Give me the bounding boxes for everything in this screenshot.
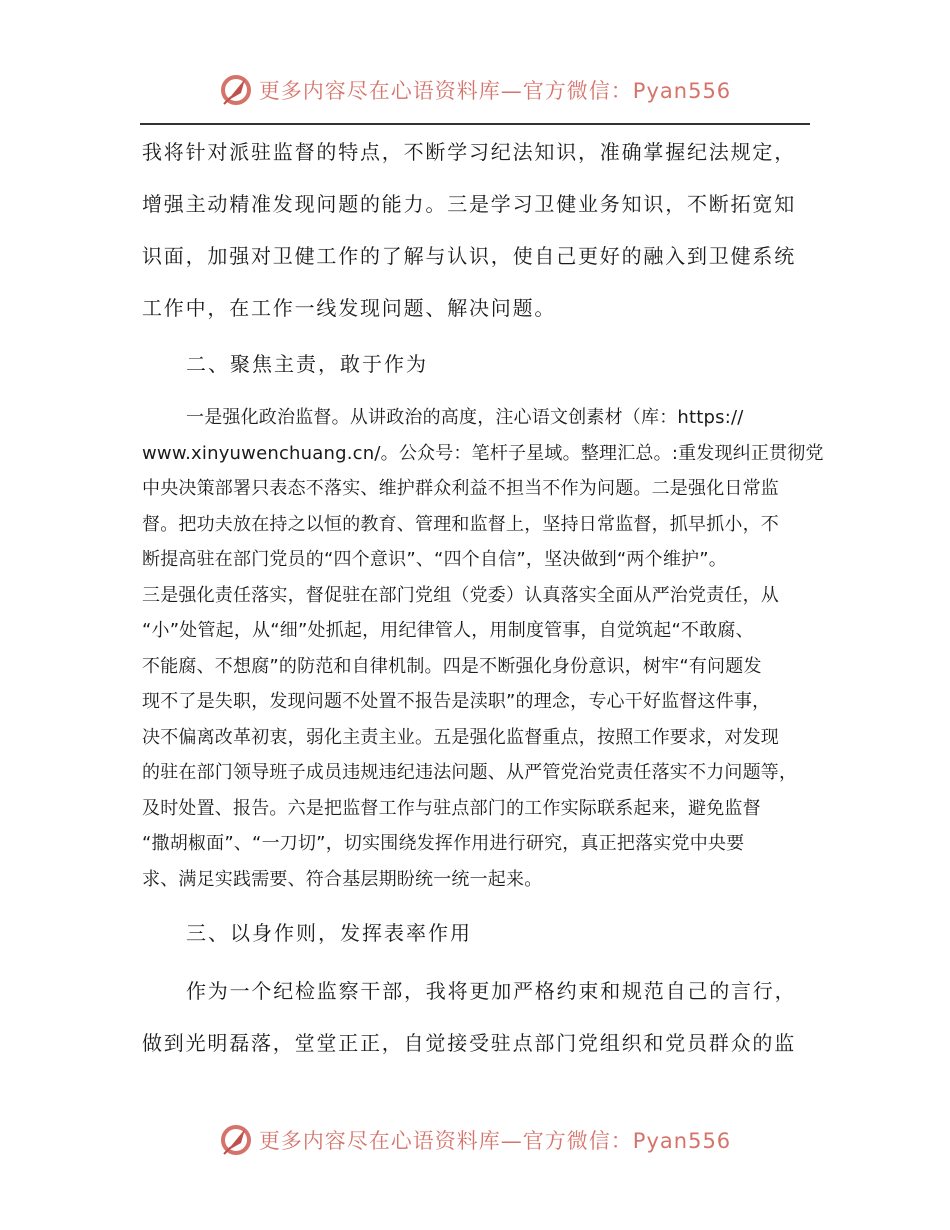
text-line: 决不偏离改革初衷，弱化主责主业。五是强化监督重点，按照工作要求，对发现 [142,726,779,748]
text-line: “撒胡椒面”、“一刀切”，切实围绕发挥作用进行研究，真正把落实党中央要 [142,833,745,854]
text-line: 工作中，在工作一线发现问题、解决问题。 [142,296,557,320]
text-line: 一是强化政治监督。从讲政治的高度，注心语文创素材（库：https:// [186,407,744,428]
text-line: 作为一个纪检监察干部，我将更加严格约束和规范自己的言行， [186,979,797,1003]
text-line: 断提高驻在部门党员的“四个意识”、“四个自信”，坚决做到“两个维护”。 [142,549,727,570]
paragraph-2 [142,400,824,897]
text-line: 督。把功夫放在持之以恒的教育、管理和监督上，坚持日常监督，抓早抓小，不 [142,513,779,535]
text-line: 我将针对派驻监督的特点，不断学习纪法知识，准确掌握纪法规定， [142,140,796,164]
quill-pen-logo-icon [219,73,253,107]
quill-pen-logo-icon [219,1123,253,1157]
text-line: 中央决策部署只表态不落实、维护群众利益不担当不作为问题。二是强化日常监 [142,478,779,499]
paragraph-3 [142,965,810,1069]
banner-text: 更多内容尽在心语资料库—官方微信：Pyan556 [258,1129,732,1153]
header-rule [140,123,810,125]
text-line: 识面，加强对卫健工作的了解与认识，使自己更好的融入到卫健系统 [142,244,796,268]
section-heading-2: 二、聚焦主责，敢于作为 [186,352,428,376]
text-line: 不能腐、不想腐”的防范和自律机制。四是不断强化身份意识，树牢“有问题发 [142,655,762,677]
text-line: 三是强化责任落实，督促驻在部门党组（党委）认真落实全面从严治党责任，从 [142,584,779,606]
text-line: “小”处管起，从“细”处抓起，用纪律管人，用制度管事，自觉筑起“不敢腐、 [142,620,754,641]
header-banner [0,72,950,108]
text-line: 做到光明磊落，堂堂正正，自觉接受驻点部门党组织和党员群众的监 [142,1031,796,1055]
document-body [142,126,824,1069]
footer-banner [0,1122,950,1158]
paragraph-1 [142,126,810,334]
text-line: 增强主动精准发现问题的能力。三是学习卫健业务知识，不断拓宽知 [142,192,796,216]
text-line: 的驻在部门领导班子成员违规违纪违法问题、从严管党治党责任落实不力问题等， [142,762,798,783]
banner-text: 更多内容尽在心语资料库—官方微信：Pyan556 [258,79,732,103]
text-line: www.xinyuwenchuang.cn/。公众号：笔杆子星域。整理汇总。:重发现纠正贯彻党 [142,442,824,464]
text-line: 求、满足实践需要、符合基层期盼统一统一起来。 [142,868,543,890]
section-heading-3: 三、以身作则，发挥表率作用 [186,921,472,945]
text-line: 现不了是失职，发现问题不处置不报告是渎职”的理念，专心干好监督这件事， [142,691,771,712]
text-line: 及时处置、报告。六是把监督工作与驻点部门的工作实际联系起来，避免监督 [142,797,761,819]
